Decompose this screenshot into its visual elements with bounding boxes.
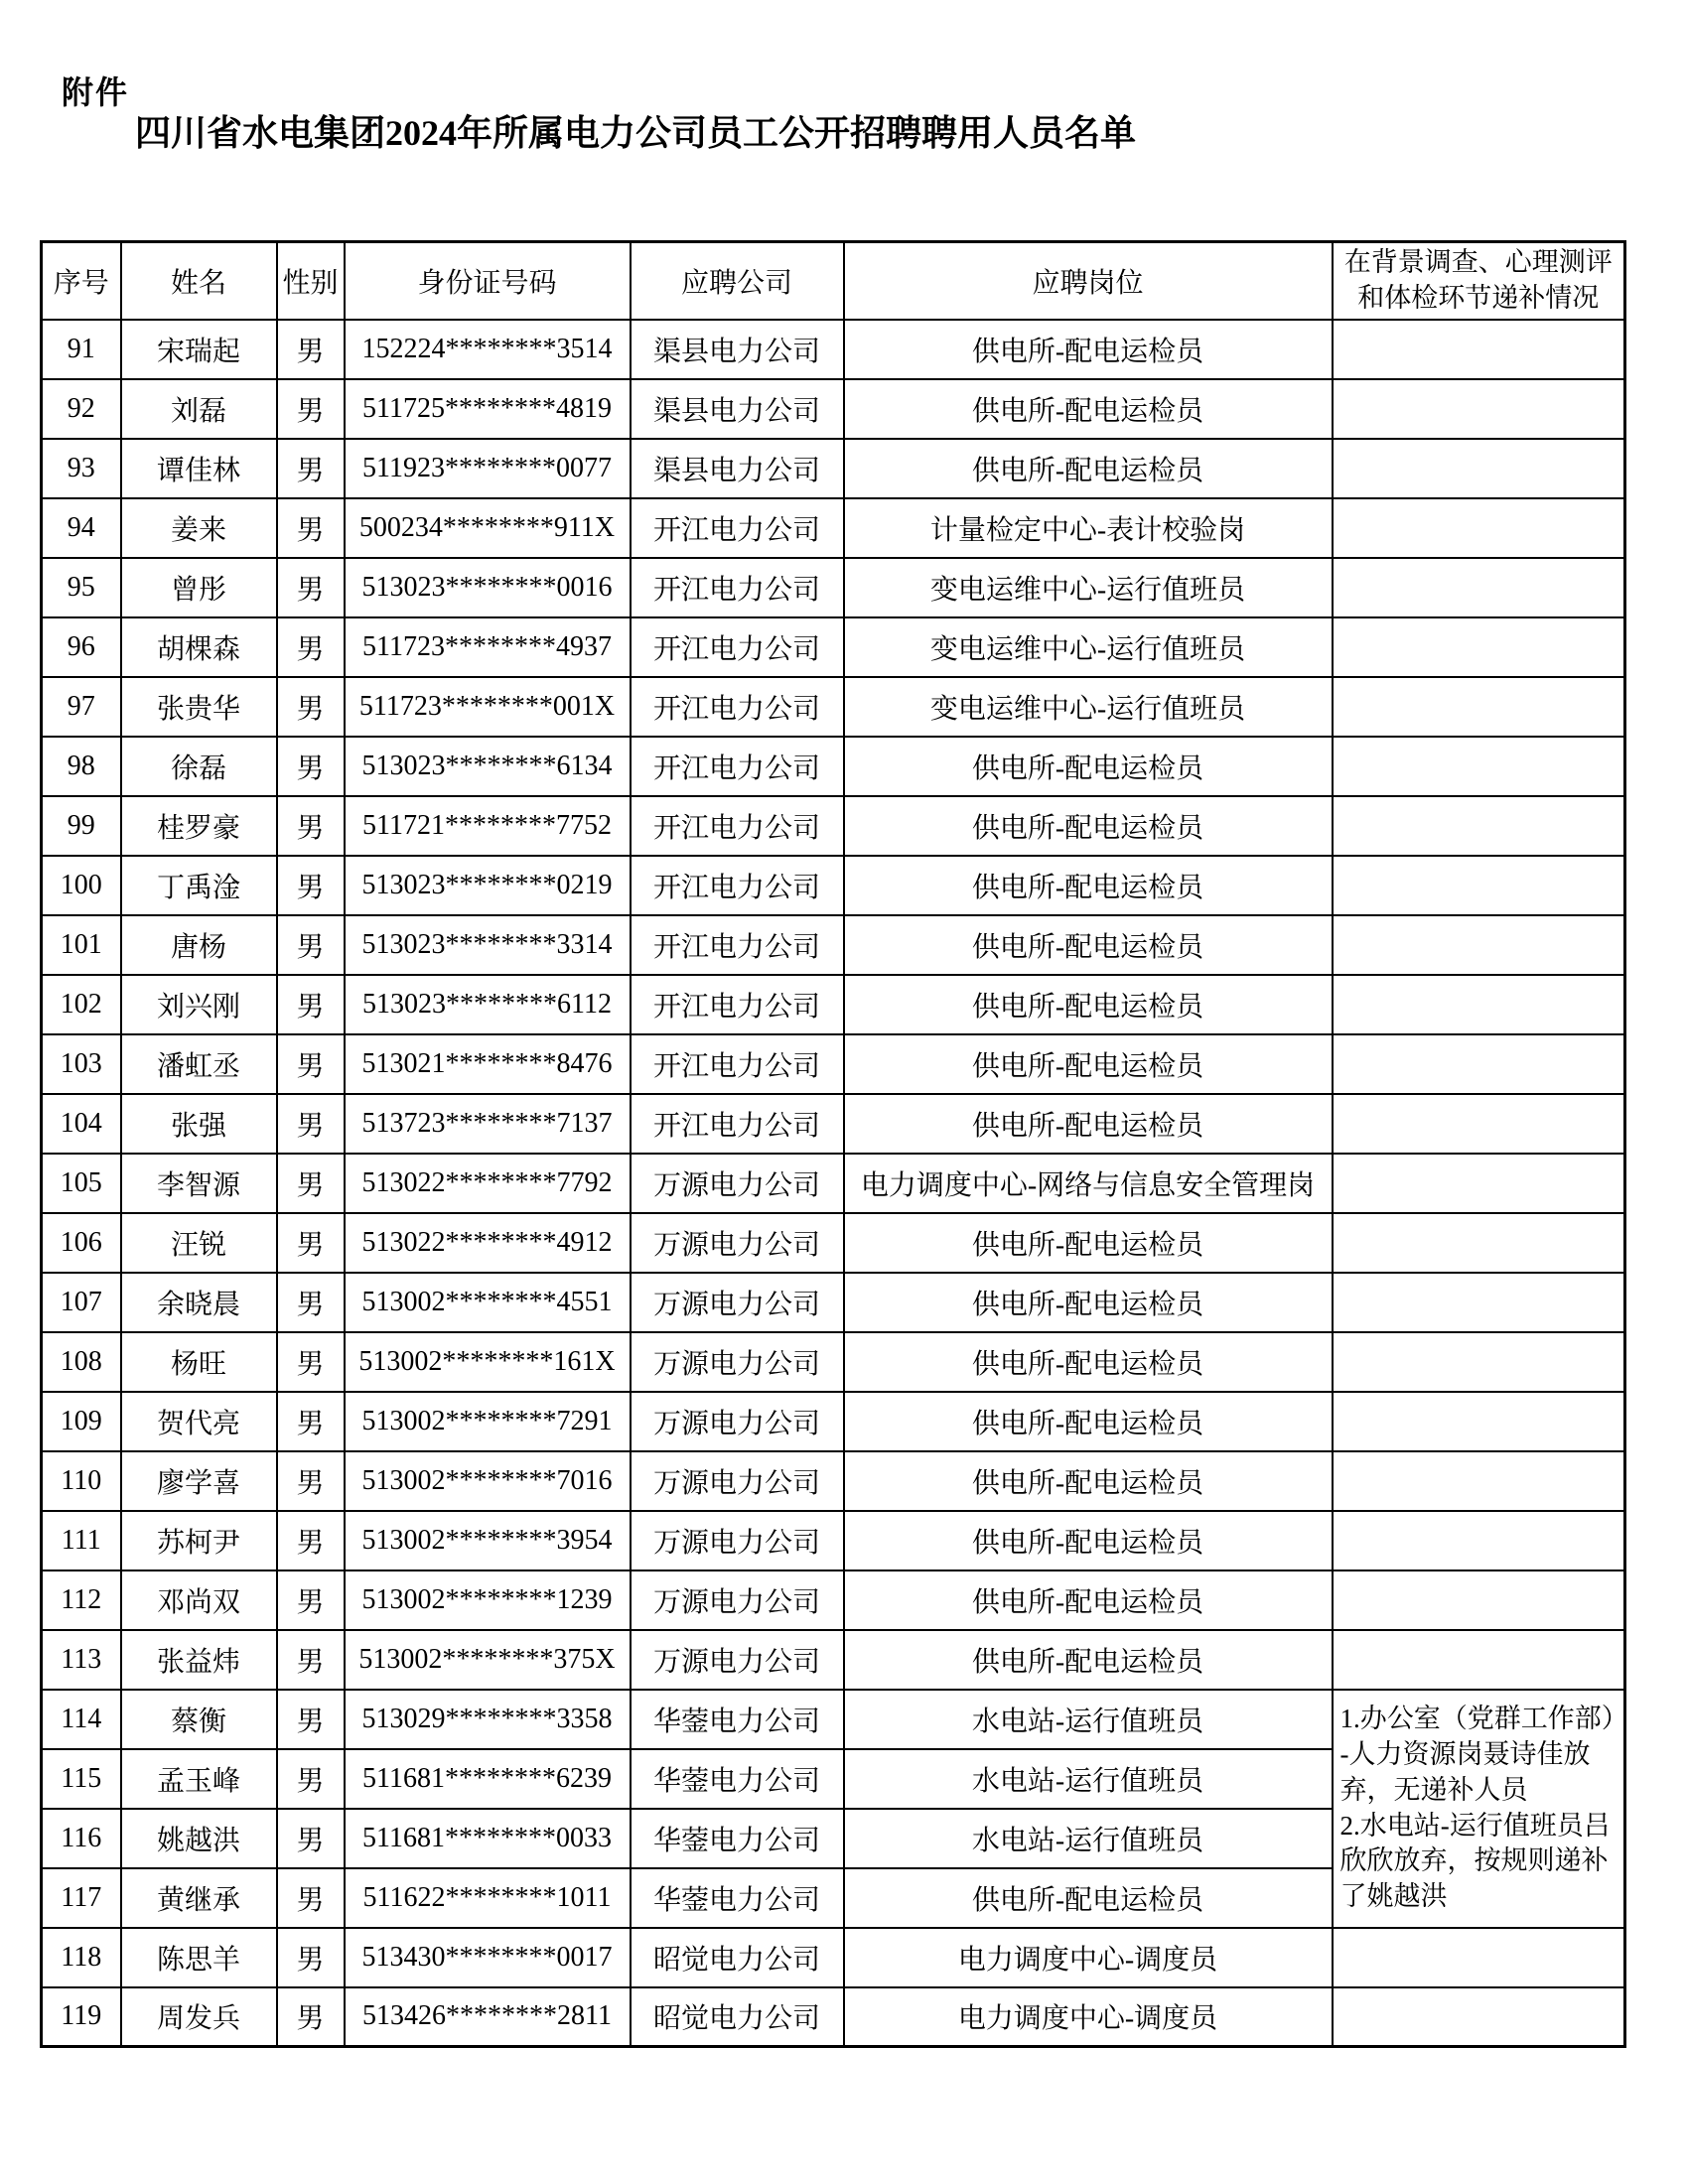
cell-position: 计量检定中心-表计校验岗 — [844, 498, 1333, 558]
remark-cell — [1333, 1570, 1625, 1630]
cell-gender: 男 — [277, 677, 345, 737]
table-row — [42, 1630, 1625, 1690]
col-header-remark — [1333, 242, 1625, 320]
cell-position: 供电所-配电运检员 — [844, 796, 1333, 856]
cell-no: 92 — [42, 379, 121, 439]
cell-gender: 男 — [277, 1451, 345, 1511]
cell-company: 开江电力公司 — [631, 677, 844, 737]
cell-gender: 男 — [277, 1213, 345, 1273]
cell-position: 变电运维中心-运行值班员 — [844, 558, 1333, 617]
cell-id-number: 500234********911X — [345, 498, 631, 558]
cell-id-number: 513002********161X — [345, 1332, 631, 1392]
remark-cell — [1333, 677, 1625, 737]
cell-company: 华蓥电力公司 — [631, 1690, 844, 1749]
cell-id-number: 511622********1011 — [345, 1868, 631, 1928]
cell-id-number: 511721********7752 — [345, 796, 631, 856]
cell-company: 万源电力公司 — [631, 1273, 844, 1332]
cell-position: 变电运维中心-运行值班员 — [844, 677, 1333, 737]
cell-name: 苏柯尹 — [121, 1511, 277, 1570]
cell-position: 供电所-配电运检员 — [844, 320, 1333, 379]
cell-company: 万源电力公司 — [631, 1154, 844, 1213]
table-row — [42, 1690, 1625, 1749]
cell-id-number: 513022********4912 — [345, 1213, 631, 1273]
cell-id-number: 513029********3358 — [345, 1690, 631, 1749]
cell-no: 111 — [42, 1511, 121, 1570]
cell-gender: 男 — [277, 1868, 345, 1928]
cell-company: 万源电力公司 — [631, 1332, 844, 1392]
cell-position: 供电所-配电运检员 — [844, 1511, 1333, 1570]
cell-no: 94 — [42, 498, 121, 558]
cell-gender: 男 — [277, 1154, 345, 1213]
table-row — [42, 379, 1625, 439]
cell-company: 开江电力公司 — [631, 558, 844, 617]
cell-company: 万源电力公司 — [631, 1392, 844, 1451]
cell-gender: 男 — [277, 1809, 345, 1868]
cell-no: 106 — [42, 1213, 121, 1273]
cell-id-number: 513002********4551 — [345, 1273, 631, 1332]
cell-no: 105 — [42, 1154, 121, 1213]
table-row — [42, 1154, 1625, 1213]
cell-gender: 男 — [277, 796, 345, 856]
cell-id-number: 511725********4819 — [345, 379, 631, 439]
cell-name: 姜来 — [121, 498, 277, 558]
cell-position: 供电所-配电运检员 — [844, 1392, 1333, 1451]
cell-no: 97 — [42, 677, 121, 737]
cell-no: 100 — [42, 856, 121, 915]
cell-gender: 男 — [277, 439, 345, 498]
cell-no: 117 — [42, 1868, 121, 1928]
cell-name: 张强 — [121, 1094, 277, 1154]
cell-no: 91 — [42, 320, 121, 379]
remark-cell — [1333, 320, 1625, 379]
cell-company: 万源电力公司 — [631, 1213, 844, 1273]
cell-position: 供电所-配电运检员 — [844, 1630, 1333, 1690]
remark-cell — [1333, 737, 1625, 796]
cell-name: 余晓晨 — [121, 1273, 277, 1332]
table-row — [42, 439, 1625, 498]
cell-name: 胡棵森 — [121, 617, 277, 677]
remark-cell — [1333, 439, 1625, 498]
cell-id-number: 513023********0016 — [345, 558, 631, 617]
remark-cell — [1333, 1094, 1625, 1154]
remark-header-line-2: 和体检环节递补情况 — [1357, 282, 1600, 313]
cell-position: 供电所-配电运检员 — [844, 1034, 1333, 1094]
cell-position: 供电所-配电运检员 — [844, 1213, 1333, 1273]
cell-gender: 男 — [277, 379, 345, 439]
table-row — [42, 677, 1625, 737]
cell-id-number: 511723********001X — [345, 677, 631, 737]
cell-gender: 男 — [277, 1570, 345, 1630]
cell-position: 供电所-配电运检员 — [844, 379, 1333, 439]
cell-company: 华蓥电力公司 — [631, 1749, 844, 1809]
table-row — [42, 498, 1625, 558]
cell-position: 供电所-配电运检员 — [844, 1570, 1333, 1630]
cell-no: 98 — [42, 737, 121, 796]
cell-company: 开江电力公司 — [631, 617, 844, 677]
cell-position: 供电所-配电运检员 — [844, 1332, 1333, 1392]
cell-position: 供电所-配电运检员 — [844, 1451, 1333, 1511]
cell-name: 刘磊 — [121, 379, 277, 439]
cell-no: 115 — [42, 1749, 121, 1809]
cell-gender: 男 — [277, 856, 345, 915]
cell-no: 103 — [42, 1034, 121, 1094]
cell-name: 刘兴刚 — [121, 975, 277, 1034]
cell-id-number: 511723********4937 — [345, 617, 631, 677]
cell-name: 潘虹丞 — [121, 1034, 277, 1094]
cell-no: 116 — [42, 1809, 121, 1868]
remark-cell — [1333, 1928, 1625, 1987]
cell-name: 蔡衡 — [121, 1690, 277, 1749]
cell-name: 贺代亮 — [121, 1392, 277, 1451]
cell-company: 渠县电力公司 — [631, 320, 844, 379]
table-row — [42, 1987, 1625, 2047]
table-row — [42, 558, 1625, 617]
cell-position: 电力调度中心-调度员 — [844, 1987, 1333, 2047]
cell-id-number: 513021********8476 — [345, 1034, 631, 1094]
remark-cell — [1333, 379, 1625, 439]
remark-cell — [1333, 1154, 1625, 1213]
cell-company: 昭觉电力公司 — [631, 1928, 844, 1987]
remark-cell — [1333, 1332, 1625, 1392]
cell-id-number: 513723********7137 — [345, 1094, 631, 1154]
remark-line: 2.水电站-运行值班员吕欣欣放弃，按规则递补了姚越洪 — [1339, 1810, 1611, 1912]
remark-cell — [1333, 975, 1625, 1034]
cell-position: 供电所-配电运检员 — [844, 1868, 1333, 1928]
cell-company: 渠县电力公司 — [631, 439, 844, 498]
table-row — [42, 915, 1625, 975]
col-header-company: 应聘公司 — [631, 242, 844, 320]
cell-name: 谭佳林 — [121, 439, 277, 498]
cell-no: 95 — [42, 558, 121, 617]
cell-company: 开江电力公司 — [631, 498, 844, 558]
cell-name: 李智源 — [121, 1154, 277, 1213]
cell-name: 徐磊 — [121, 737, 277, 796]
cell-id-number: 513002********1239 — [345, 1570, 631, 1630]
col-header-id: 身份证号码 — [345, 242, 631, 320]
cell-name: 黄继承 — [121, 1868, 277, 1928]
cell-gender: 男 — [277, 1749, 345, 1809]
remark-cell — [1333, 1987, 1625, 2047]
remark-cell — [1333, 1273, 1625, 1332]
cell-name: 廖学喜 — [121, 1451, 277, 1511]
table-row — [42, 1213, 1625, 1273]
cell-name: 邓尚双 — [121, 1570, 277, 1630]
cell-no: 110 — [42, 1451, 121, 1511]
recruitment-table — [40, 240, 1626, 2048]
cell-company: 万源电力公司 — [631, 1570, 844, 1630]
cell-gender: 男 — [277, 1094, 345, 1154]
cell-gender: 男 — [277, 1273, 345, 1332]
cell-no: 107 — [42, 1273, 121, 1332]
cell-gender: 男 — [277, 1690, 345, 1749]
cell-id-number: 513426********2811 — [345, 1987, 631, 2047]
cell-no: 112 — [42, 1570, 121, 1630]
cell-name: 张贵华 — [121, 677, 277, 737]
remark-header-line-1: 在背景调查、心理测评 — [1343, 247, 1613, 278]
cell-no: 104 — [42, 1094, 121, 1154]
cell-company: 开江电力公司 — [631, 796, 844, 856]
col-header-no: 序号 — [42, 242, 121, 320]
remark-cell — [1333, 1392, 1625, 1451]
cell-position: 水电站-运行值班员 — [844, 1749, 1333, 1809]
cell-no: 109 — [42, 1392, 121, 1451]
remark-cell — [1333, 796, 1625, 856]
cell-gender: 男 — [277, 320, 345, 379]
cell-gender: 男 — [277, 498, 345, 558]
cell-company: 渠县电力公司 — [631, 379, 844, 439]
cell-id-number: 513002********3954 — [345, 1511, 631, 1570]
table-row — [42, 975, 1625, 1034]
table-row — [42, 1392, 1625, 1451]
cell-id-number: 513430********0017 — [345, 1928, 631, 1987]
attachment-label: 附件 — [62, 74, 130, 110]
table-header-row — [42, 242, 1625, 320]
remark-cell — [1333, 1034, 1625, 1094]
table-row — [42, 1451, 1625, 1511]
cell-gender: 男 — [277, 1630, 345, 1690]
remark-cell — [1333, 1213, 1625, 1273]
table-row — [42, 856, 1625, 915]
cell-id-number: 513023********6112 — [345, 975, 631, 1034]
cell-position: 水电站-运行值班员 — [844, 1809, 1333, 1868]
cell-no: 101 — [42, 915, 121, 975]
cell-name: 孟玉峰 — [121, 1749, 277, 1809]
cell-id-number: 511681********6239 — [345, 1749, 631, 1809]
cell-no: 108 — [42, 1332, 121, 1392]
cell-gender: 男 — [277, 1034, 345, 1094]
cell-name: 曾彤 — [121, 558, 277, 617]
cell-company: 昭觉电力公司 — [631, 1987, 844, 2047]
cell-gender: 男 — [277, 1332, 345, 1392]
table-row — [42, 1094, 1625, 1154]
col-header-name: 姓名 — [121, 242, 277, 320]
cell-id-number: 513022********7792 — [345, 1154, 631, 1213]
cell-no: 114 — [42, 1690, 121, 1749]
cell-name: 桂罗豪 — [121, 796, 277, 856]
remark-cell — [1333, 1511, 1625, 1570]
table-row — [42, 320, 1625, 379]
cell-gender: 男 — [277, 617, 345, 677]
cell-company: 万源电力公司 — [631, 1511, 844, 1570]
cell-gender: 男 — [277, 1392, 345, 1451]
remark-cell — [1333, 617, 1625, 677]
table-row — [42, 1332, 1625, 1392]
cell-id-number: 513023********0219 — [345, 856, 631, 915]
cell-position: 供电所-配电运检员 — [844, 1273, 1333, 1332]
cell-id-number: 513002********375X — [345, 1630, 631, 1690]
page-title: 四川省水电集团2024年所属电力公司员工公开招聘聘用人员名单 — [134, 113, 1136, 153]
cell-position: 供电所-配电运检员 — [844, 1094, 1333, 1154]
cell-position: 供电所-配电运检员 — [844, 975, 1333, 1034]
table-row — [42, 1273, 1625, 1332]
cell-position: 电力调度中心-调度员 — [844, 1928, 1333, 1987]
cell-position: 供电所-配电运检员 — [844, 915, 1333, 975]
col-header-gender: 性别 — [277, 242, 345, 320]
cell-gender: 男 — [277, 1511, 345, 1570]
cell-name: 姚越洪 — [121, 1809, 277, 1868]
cell-id-number: 511681********0033 — [345, 1809, 631, 1868]
cell-position: 供电所-配电运检员 — [844, 439, 1333, 498]
table-row — [42, 737, 1625, 796]
cell-name: 张益炜 — [121, 1630, 277, 1690]
remark-cell — [1333, 558, 1625, 617]
remark-line: 1.办公室（党群工作部）-人力资源岗聂诗佳放弃，无递补人员 — [1339, 1703, 1616, 1805]
cell-position: 变电运维中心-运行值班员 — [844, 617, 1333, 677]
cell-no: 93 — [42, 439, 121, 498]
cell-gender: 男 — [277, 1928, 345, 1987]
cell-name: 宋瑞起 — [121, 320, 277, 379]
remark-cell — [1333, 498, 1625, 558]
table-row — [42, 796, 1625, 856]
cell-no: 118 — [42, 1928, 121, 1987]
cell-position: 供电所-配电运检员 — [844, 737, 1333, 796]
cell-company: 开江电力公司 — [631, 915, 844, 975]
cell-no: 99 — [42, 796, 121, 856]
table-row — [42, 1034, 1625, 1094]
cell-company: 华蓥电力公司 — [631, 1809, 844, 1868]
col-header-position: 应聘岗位 — [844, 242, 1333, 320]
cell-position: 供电所-配电运检员 — [844, 856, 1333, 915]
cell-company: 开江电力公司 — [631, 1034, 844, 1094]
cell-company: 开江电力公司 — [631, 975, 844, 1034]
remark-cell — [1333, 915, 1625, 975]
cell-no: 102 — [42, 975, 121, 1034]
remark-cell — [1333, 1451, 1625, 1511]
cell-id-number: 513002********7016 — [345, 1451, 631, 1511]
cell-position: 电力调度中心-网络与信息安全管理岗 — [844, 1154, 1333, 1213]
cell-name: 汪锐 — [121, 1213, 277, 1273]
remark-cell-merged — [1333, 1690, 1625, 1928]
cell-name: 丁禹淦 — [121, 856, 277, 915]
cell-name: 杨旺 — [121, 1332, 277, 1392]
cell-gender: 男 — [277, 915, 345, 975]
cell-position: 水电站-运行值班员 — [844, 1690, 1333, 1749]
cell-id-number: 511923********0077 — [345, 439, 631, 498]
cell-gender: 男 — [277, 1987, 345, 2047]
cell-company: 万源电力公司 — [631, 1630, 844, 1690]
cell-gender: 男 — [277, 558, 345, 617]
cell-id-number: 513023********6134 — [345, 737, 631, 796]
remark-cell — [1333, 856, 1625, 915]
cell-company: 万源电力公司 — [631, 1451, 844, 1511]
cell-id-number: 513002********7291 — [345, 1392, 631, 1451]
cell-no: 96 — [42, 617, 121, 677]
cell-gender: 男 — [277, 737, 345, 796]
table-row — [42, 1928, 1625, 1987]
cell-company: 开江电力公司 — [631, 856, 844, 915]
cell-name: 唐杨 — [121, 915, 277, 975]
cell-id-number: 152224********3514 — [345, 320, 631, 379]
table-row — [42, 617, 1625, 677]
cell-company: 开江电力公司 — [631, 737, 844, 796]
cell-name: 周发兵 — [121, 1987, 277, 2047]
cell-no: 119 — [42, 1987, 121, 2047]
cell-company: 开江电力公司 — [631, 1094, 844, 1154]
cell-company: 华蓥电力公司 — [631, 1868, 844, 1928]
table-body — [42, 320, 1625, 2047]
cell-name: 陈思羊 — [121, 1928, 277, 1987]
table-row — [42, 1570, 1625, 1630]
remark-cell — [1333, 1630, 1625, 1690]
cell-no: 113 — [42, 1630, 121, 1690]
cell-gender: 男 — [277, 975, 345, 1034]
cell-id-number: 513023********3314 — [345, 915, 631, 975]
table-row — [42, 1511, 1625, 1570]
